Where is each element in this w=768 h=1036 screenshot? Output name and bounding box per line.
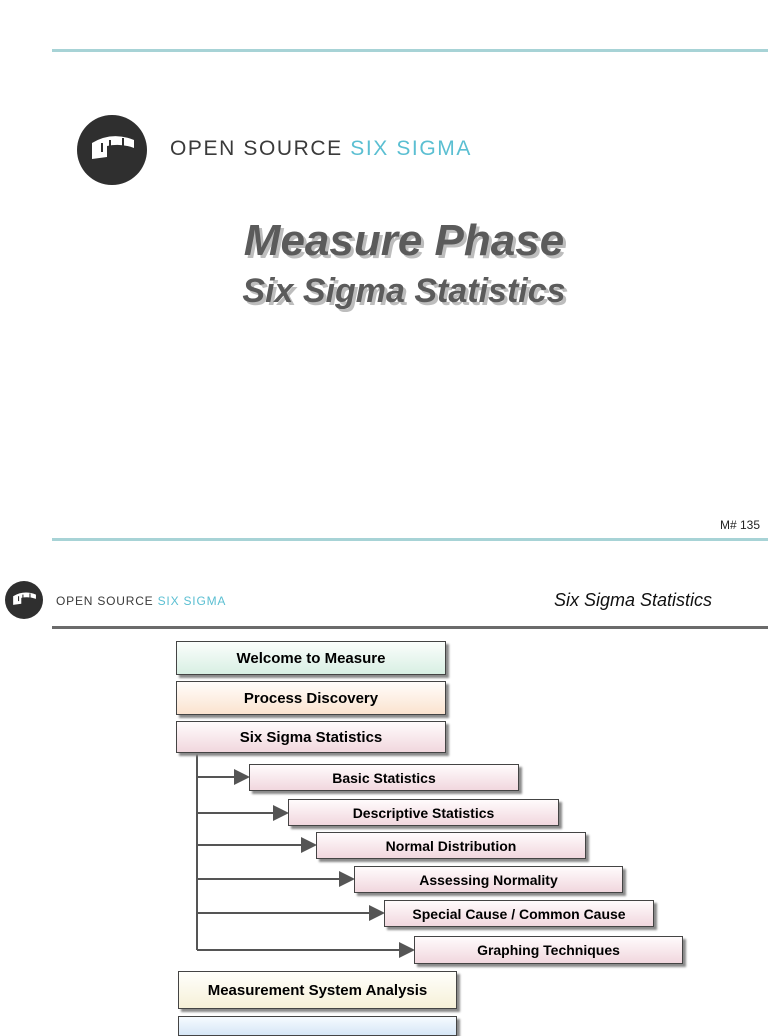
slide-subtitle: Six Sigma Statistics [242, 272, 566, 310]
header-brand-part-open-source: OPEN SOURCE [56, 594, 154, 608]
slide-separator [52, 538, 768, 541]
roadmap-subitem-special-cause-common-cause: Special Cause / Common Cause [384, 900, 654, 927]
header-brand-name [56, 594, 226, 608]
roadmap-box-process-discovery: Process Discovery [176, 681, 446, 715]
slide-number: M# 135 [719, 518, 760, 532]
roadmap-box-measurement-system-analysis: Measurement System Analysis [178, 971, 457, 1009]
header-divider [52, 626, 768, 629]
roadmap-box-six-sigma-statistics: Six Sigma Statistics [176, 721, 446, 753]
roadmap-subitem-assessing-normality: Assessing Normality [354, 866, 623, 893]
roadmap-subitem-basic-statistics: Basic Statistics [249, 764, 519, 791]
header-title: Six Sigma Statistics [554, 590, 713, 610]
roadmap-box-next-partial [178, 1016, 457, 1036]
brand-part-open-source: OPEN SOURCE [170, 137, 343, 160]
roadmap-subitem-normal-distribution: Normal Distribution [316, 832, 586, 859]
roadmap-box-welcome-to-measure: Welcome to Measure [176, 641, 446, 675]
slide-title: Measure Phase [243, 216, 565, 265]
brand-name [170, 137, 472, 161]
open-source-six-sigma-logo-small-icon [5, 581, 43, 619]
roadmap-subitem-descriptive-statistics: Descriptive Statistics [288, 799, 559, 826]
brand-part-six-sigma: SIX SIGMA [350, 137, 472, 160]
roadmap-subitem-graphing-techniques: Graphing Techniques [414, 936, 683, 964]
top-divider [52, 49, 768, 52]
open-source-six-sigma-logo-icon [77, 115, 147, 185]
header-brand-part-six-sigma: SIX SIGMA [157, 594, 227, 608]
